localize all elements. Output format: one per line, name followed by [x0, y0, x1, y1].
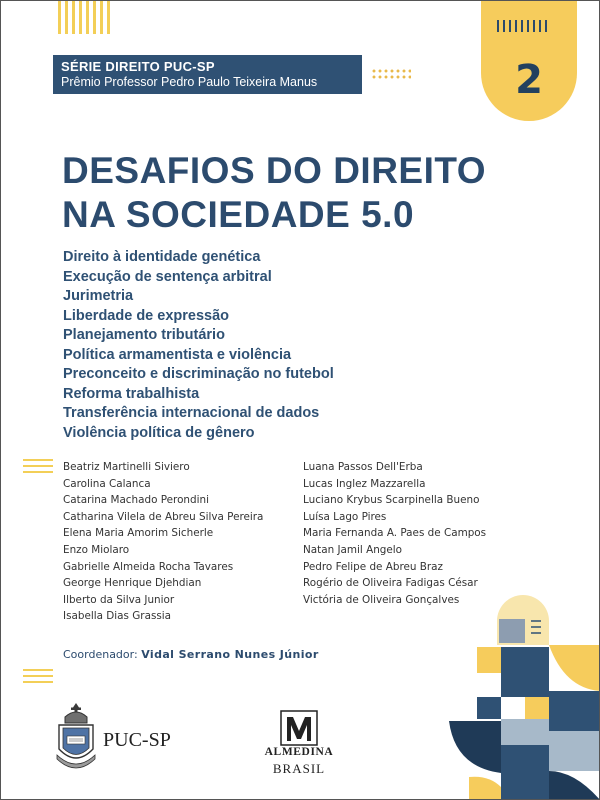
topic-item: Preconceito e discriminação no futebol [63, 366, 334, 382]
author-name: Isabella Dias Grassia [63, 610, 172, 623]
almedina-wordmark: ALMEDINA [264, 746, 334, 758]
coordinator-line [63, 648, 319, 661]
author-name: Luciano Krybus Scarpinella Bueno [303, 494, 480, 507]
authors-column-left [63, 459, 263, 625]
author-name: Natan Jamil Angelo [303, 543, 403, 556]
series-name: SÉRIE DIREITO PUC-SP [61, 59, 215, 74]
coordinator-name: Vidal Serrano Nunes Júnior [141, 648, 319, 661]
decorative-lines [23, 669, 53, 683]
author-name: Ilberto da Silva Junior [63, 593, 175, 606]
author-name: George Henrique Djehdian [63, 577, 202, 590]
almedina-region: BRASIL [272, 761, 326, 776]
volume-number: 2 [515, 57, 543, 103]
title-line-1: DESAFIOS DO DIREITO [62, 150, 487, 191]
authors-column-right [303, 459, 486, 608]
author-name: Maria Fernanda A. Paes de Campos [303, 527, 487, 540]
topic-item: Violência política de gênero [63, 424, 255, 441]
author-name: Elena Maria Amorim Sicherle [63, 527, 214, 540]
almedina-logo-icon [279, 709, 319, 747]
author-name: Luísa Lago Pires [303, 510, 387, 523]
series-banner [53, 55, 362, 94]
decorative-stripes [58, 1, 114, 34]
author-name: Gabrielle Almeida Rocha Tavares [63, 560, 234, 573]
decorative-dots [371, 68, 411, 80]
author-name: Rogério de Oliveira Fadigas César [303, 577, 478, 590]
author-name: Victória de Oliveira Gonçalves [303, 593, 460, 606]
author-name: Lucas Inglez Mazzarella [303, 477, 426, 490]
topic-item: Execução de sentença arbitral [63, 268, 272, 285]
coordinator-label: Coordenador: [63, 648, 138, 661]
title-line-2: NA SOCIEDADE 5.0 [62, 194, 415, 235]
author-name: Enzo Miolaro [63, 543, 130, 556]
author-name: Beatriz Martinelli Siviero [63, 461, 190, 473]
author-name: Pedro Felipe de Abreu Braz [303, 560, 443, 573]
decorative-lines [23, 459, 53, 473]
decorative-ticks [497, 20, 551, 32]
puc-sp-crest-icon [53, 701, 99, 773]
topic-item: Reforma trabalhista [63, 385, 200, 402]
puc-sp-wordmark: PUC-SP [103, 729, 171, 751]
book-title [62, 149, 486, 237]
topic-item: Política armamentista e violência [63, 346, 292, 363]
author-name: Catarina Machado Perondini [63, 494, 209, 507]
author-name: Catharina Vilela de Abreu Silva Pereira [63, 510, 264, 523]
topic-item: Direito à identidade genética [63, 249, 261, 265]
topic-item: Jurimetria [63, 288, 134, 304]
topic-list [63, 248, 334, 443]
author-name: Luana Passos Dell'Erba [303, 461, 423, 473]
topic-item: Liberdade de expressão [63, 307, 230, 324]
author-name: Carolina Calanca [63, 477, 151, 490]
topic-item: Transferência internacional de dados [63, 405, 320, 421]
series-award: Prêmio Professor Pedro Paulo Teixeira Manus [61, 75, 318, 89]
topic-item: Planejamento tributário [63, 327, 225, 343]
geometric-mosaic-decoration [449, 591, 600, 800]
